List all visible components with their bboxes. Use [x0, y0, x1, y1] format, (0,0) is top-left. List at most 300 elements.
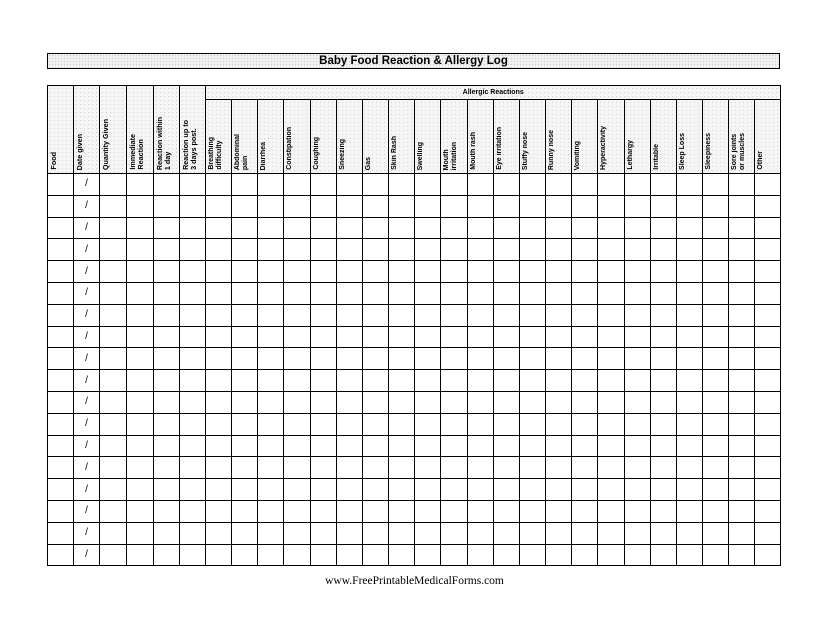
entry-cell[interactable] — [702, 282, 728, 304]
entry-cell[interactable] — [415, 370, 441, 392]
entry-cell[interactable] — [336, 500, 362, 522]
entry-cell[interactable] — [232, 413, 258, 435]
entry-cell[interactable] — [598, 195, 624, 217]
entry-cell[interactable] — [127, 304, 154, 326]
entry-cell[interactable] — [258, 282, 284, 304]
entry-cell[interactable] — [624, 217, 650, 239]
entry-cell[interactable] — [415, 217, 441, 239]
entry-cell[interactable] — [624, 479, 650, 501]
entry-cell[interactable] — [362, 413, 388, 435]
entry-cell[interactable] — [362, 282, 388, 304]
entry-cell[interactable] — [467, 326, 493, 348]
entry-cell[interactable] — [598, 304, 624, 326]
entry-cell[interactable] — [755, 544, 781, 566]
entry-cell[interactable] — [650, 326, 676, 348]
entry-cell[interactable] — [258, 261, 284, 283]
entry-cell[interactable] — [127, 413, 154, 435]
entry-cell[interactable] — [310, 522, 336, 544]
entry-cell[interactable] — [100, 326, 127, 348]
entry-cell[interactable] — [415, 435, 441, 457]
entry-cell[interactable] — [676, 370, 702, 392]
entry-cell[interactable] — [755, 348, 781, 370]
entry-cell[interactable] — [702, 326, 728, 348]
entry-cell[interactable] — [336, 261, 362, 283]
entry-cell[interactable] — [206, 304, 232, 326]
entry-cell[interactable] — [232, 522, 258, 544]
entry-cell[interactable] — [389, 217, 415, 239]
entry-cell[interactable] — [572, 304, 598, 326]
entry-cell[interactable] — [702, 348, 728, 370]
entry-cell[interactable] — [415, 195, 441, 217]
food-cell[interactable] — [48, 544, 74, 566]
entry-cell[interactable] — [362, 457, 388, 479]
entry-cell[interactable] — [154, 174, 180, 196]
entry-cell[interactable] — [676, 435, 702, 457]
entry-cell[interactable] — [100, 348, 127, 370]
entry-cell[interactable] — [729, 413, 755, 435]
entry-cell[interactable] — [362, 239, 388, 261]
entry-cell[interactable] — [180, 261, 206, 283]
entry-cell[interactable] — [650, 457, 676, 479]
entry-cell[interactable] — [467, 261, 493, 283]
entry-cell[interactable] — [624, 370, 650, 392]
entry-cell[interactable] — [755, 413, 781, 435]
entry-cell[interactable] — [127, 348, 154, 370]
entry-cell[interactable] — [572, 217, 598, 239]
entry-cell[interactable] — [127, 500, 154, 522]
entry-cell[interactable] — [389, 195, 415, 217]
entry-cell[interactable] — [100, 391, 127, 413]
entry-cell[interactable] — [572, 348, 598, 370]
entry-cell[interactable] — [362, 391, 388, 413]
footer-url[interactable]: www.FreePrintableMedicalForms.com — [325, 575, 504, 587]
food-cell[interactable] — [48, 217, 74, 239]
entry-cell[interactable] — [676, 479, 702, 501]
entry-cell[interactable] — [415, 304, 441, 326]
entry-cell[interactable] — [232, 500, 258, 522]
entry-cell[interactable] — [755, 457, 781, 479]
date-cell[interactable] — [74, 195, 100, 217]
entry-cell[interactable] — [232, 282, 258, 304]
entry-cell[interactable] — [519, 348, 545, 370]
entry-cell[interactable] — [519, 370, 545, 392]
entry-cell[interactable] — [702, 413, 728, 435]
entry-cell[interactable] — [284, 391, 310, 413]
entry-cell[interactable] — [702, 500, 728, 522]
entry-cell[interactable] — [702, 174, 728, 196]
entry-cell[interactable] — [154, 544, 180, 566]
entry-cell[interactable] — [415, 413, 441, 435]
entry-cell[interactable] — [441, 282, 467, 304]
entry-cell[interactable] — [572, 261, 598, 283]
entry-cell[interactable] — [598, 435, 624, 457]
entry-cell[interactable] — [755, 261, 781, 283]
entry-cell[interactable] — [755, 479, 781, 501]
entry-cell[interactable] — [650, 348, 676, 370]
date-cell[interactable] — [74, 261, 100, 283]
entry-cell[interactable] — [624, 391, 650, 413]
entry-cell[interactable] — [206, 195, 232, 217]
entry-cell[interactable] — [755, 304, 781, 326]
entry-cell[interactable] — [180, 457, 206, 479]
entry-cell[interactable] — [467, 391, 493, 413]
entry-cell[interactable] — [441, 435, 467, 457]
entry-cell[interactable] — [676, 239, 702, 261]
entry-cell[interactable] — [154, 304, 180, 326]
entry-cell[interactable] — [100, 435, 127, 457]
entry-cell[interactable] — [389, 413, 415, 435]
entry-cell[interactable] — [546, 217, 572, 239]
entry-cell[interactable] — [154, 370, 180, 392]
entry-cell[interactable] — [154, 348, 180, 370]
entry-cell[interactable] — [389, 348, 415, 370]
entry-cell[interactable] — [493, 282, 519, 304]
food-cell[interactable] — [48, 174, 74, 196]
entry-cell[interactable] — [598, 282, 624, 304]
food-cell[interactable] — [48, 522, 74, 544]
entry-cell[interactable] — [493, 413, 519, 435]
entry-cell[interactable] — [441, 348, 467, 370]
entry-cell[interactable] — [519, 500, 545, 522]
entry-cell[interactable] — [389, 174, 415, 196]
entry-cell[interactable] — [206, 348, 232, 370]
entry-cell[interactable] — [729, 304, 755, 326]
entry-cell[interactable] — [467, 457, 493, 479]
entry-cell[interactable] — [702, 435, 728, 457]
entry-cell[interactable] — [729, 500, 755, 522]
entry-cell[interactable] — [258, 457, 284, 479]
entry-cell[interactable] — [519, 435, 545, 457]
entry-cell[interactable] — [206, 217, 232, 239]
entry-cell[interactable] — [206, 174, 232, 196]
entry-cell[interactable] — [467, 282, 493, 304]
entry-cell[interactable] — [336, 457, 362, 479]
entry-cell[interactable] — [127, 370, 154, 392]
entry-cell[interactable] — [493, 479, 519, 501]
entry-cell[interactable] — [624, 195, 650, 217]
entry-cell[interactable] — [676, 391, 702, 413]
entry-cell[interactable] — [755, 174, 781, 196]
entry-cell[interactable] — [441, 391, 467, 413]
entry-cell[interactable] — [180, 413, 206, 435]
entry-cell[interactable] — [598, 522, 624, 544]
entry-cell[interactable] — [100, 195, 127, 217]
entry-cell[interactable] — [729, 391, 755, 413]
entry-cell[interactable] — [441, 457, 467, 479]
entry-cell[interactable] — [100, 413, 127, 435]
entry-cell[interactable] — [493, 195, 519, 217]
entry-cell[interactable] — [389, 326, 415, 348]
entry-cell[interactable] — [650, 522, 676, 544]
entry-cell[interactable] — [546, 457, 572, 479]
entry-cell[interactable] — [546, 479, 572, 501]
entry-cell[interactable] — [546, 282, 572, 304]
entry-cell[interactable] — [755, 217, 781, 239]
entry-cell[interactable] — [519, 544, 545, 566]
entry-cell[interactable] — [258, 370, 284, 392]
entry-cell[interactable] — [100, 500, 127, 522]
entry-cell[interactable] — [258, 479, 284, 501]
entry-cell[interactable] — [336, 544, 362, 566]
entry-cell[interactable] — [598, 239, 624, 261]
entry-cell[interactable] — [310, 348, 336, 370]
entry-cell[interactable] — [389, 544, 415, 566]
entry-cell[interactable] — [232, 479, 258, 501]
entry-cell[interactable] — [598, 544, 624, 566]
entry-cell[interactable] — [598, 326, 624, 348]
entry-cell[interactable] — [100, 370, 127, 392]
entry-cell[interactable] — [572, 391, 598, 413]
entry-cell[interactable] — [624, 261, 650, 283]
entry-cell[interactable] — [310, 261, 336, 283]
entry-cell[interactable] — [258, 239, 284, 261]
date-cell[interactable] — [74, 304, 100, 326]
entry-cell[interactable] — [154, 479, 180, 501]
entry-cell[interactable] — [624, 326, 650, 348]
entry-cell[interactable] — [572, 195, 598, 217]
date-cell[interactable] — [74, 239, 100, 261]
entry-cell[interactable] — [598, 174, 624, 196]
entry-cell[interactable] — [284, 239, 310, 261]
entry-cell[interactable] — [702, 261, 728, 283]
entry-cell[interactable] — [310, 217, 336, 239]
entry-cell[interactable] — [519, 326, 545, 348]
entry-cell[interactable] — [650, 391, 676, 413]
food-cell[interactable] — [48, 304, 74, 326]
entry-cell[interactable] — [624, 500, 650, 522]
entry-cell[interactable] — [154, 217, 180, 239]
entry-cell[interactable] — [519, 282, 545, 304]
entry-cell[interactable] — [415, 326, 441, 348]
entry-cell[interactable] — [127, 217, 154, 239]
entry-cell[interactable] — [258, 348, 284, 370]
entry-cell[interactable] — [624, 413, 650, 435]
entry-cell[interactable] — [310, 195, 336, 217]
entry-cell[interactable] — [258, 435, 284, 457]
entry-cell[interactable] — [441, 261, 467, 283]
entry-cell[interactable] — [415, 500, 441, 522]
food-cell[interactable] — [48, 326, 74, 348]
entry-cell[interactable] — [284, 174, 310, 196]
entry-cell[interactable] — [415, 282, 441, 304]
entry-cell[interactable] — [676, 457, 702, 479]
entry-cell[interactable] — [650, 239, 676, 261]
entry-cell[interactable] — [232, 217, 258, 239]
entry-cell[interactable] — [232, 239, 258, 261]
entry-cell[interactable] — [180, 435, 206, 457]
entry-cell[interactable] — [100, 239, 127, 261]
entry-cell[interactable] — [546, 435, 572, 457]
entry-cell[interactable] — [676, 174, 702, 196]
date-cell[interactable] — [74, 435, 100, 457]
entry-cell[interactable] — [650, 304, 676, 326]
entry-cell[interactable] — [127, 522, 154, 544]
entry-cell[interactable] — [702, 522, 728, 544]
entry-cell[interactable] — [493, 326, 519, 348]
entry-cell[interactable] — [415, 479, 441, 501]
entry-cell[interactable] — [415, 391, 441, 413]
food-cell[interactable] — [48, 479, 74, 501]
entry-cell[interactable] — [493, 370, 519, 392]
entry-cell[interactable] — [206, 479, 232, 501]
entry-cell[interactable] — [415, 457, 441, 479]
entry-cell[interactable] — [206, 261, 232, 283]
entry-cell[interactable] — [336, 282, 362, 304]
entry-cell[interactable] — [362, 174, 388, 196]
entry-cell[interactable] — [258, 195, 284, 217]
entry-cell[interactable] — [180, 304, 206, 326]
entry-cell[interactable] — [572, 544, 598, 566]
entry-cell[interactable] — [467, 370, 493, 392]
entry-cell[interactable] — [755, 370, 781, 392]
entry-cell[interactable] — [624, 239, 650, 261]
entry-cell[interactable] — [362, 370, 388, 392]
entry-cell[interactable] — [206, 326, 232, 348]
entry-cell[interactable] — [310, 391, 336, 413]
entry-cell[interactable] — [546, 500, 572, 522]
entry-cell[interactable] — [362, 261, 388, 283]
entry-cell[interactable] — [572, 282, 598, 304]
entry-cell[interactable] — [676, 304, 702, 326]
entry-cell[interactable] — [310, 304, 336, 326]
date-cell[interactable] — [74, 348, 100, 370]
entry-cell[interactable] — [206, 239, 232, 261]
entry-cell[interactable] — [676, 195, 702, 217]
food-cell[interactable] — [48, 239, 74, 261]
entry-cell[interactable] — [702, 544, 728, 566]
entry-cell[interactable] — [154, 391, 180, 413]
entry-cell[interactable] — [415, 174, 441, 196]
entry-cell[interactable] — [519, 261, 545, 283]
entry-cell[interactable] — [598, 348, 624, 370]
entry-cell[interactable] — [362, 217, 388, 239]
entry-cell[interactable] — [154, 239, 180, 261]
date-cell[interactable] — [74, 282, 100, 304]
entry-cell[interactable] — [154, 195, 180, 217]
food-cell[interactable] — [48, 195, 74, 217]
entry-cell[interactable] — [100, 522, 127, 544]
entry-cell[interactable] — [676, 217, 702, 239]
entry-cell[interactable] — [441, 174, 467, 196]
entry-cell[interactable] — [493, 261, 519, 283]
entry-cell[interactable] — [755, 391, 781, 413]
entry-cell[interactable] — [755, 500, 781, 522]
entry-cell[interactable] — [493, 174, 519, 196]
entry-cell[interactable] — [284, 457, 310, 479]
entry-cell[interactable] — [546, 195, 572, 217]
entry-cell[interactable] — [572, 413, 598, 435]
entry-cell[interactable] — [519, 217, 545, 239]
entry-cell[interactable] — [467, 413, 493, 435]
entry-cell[interactable] — [467, 239, 493, 261]
entry-cell[interactable] — [310, 413, 336, 435]
entry-cell[interactable] — [519, 479, 545, 501]
entry-cell[interactable] — [284, 413, 310, 435]
entry-cell[interactable] — [624, 348, 650, 370]
entry-cell[interactable] — [127, 174, 154, 196]
entry-cell[interactable] — [362, 500, 388, 522]
entry-cell[interactable] — [180, 326, 206, 348]
entry-cell[interactable] — [336, 435, 362, 457]
entry-cell[interactable] — [284, 435, 310, 457]
entry-cell[interactable] — [729, 479, 755, 501]
entry-cell[interactable] — [598, 217, 624, 239]
entry-cell[interactable] — [676, 544, 702, 566]
entry-cell[interactable] — [467, 174, 493, 196]
entry-cell[interactable] — [362, 435, 388, 457]
date-cell[interactable] — [74, 174, 100, 196]
date-cell[interactable] — [74, 479, 100, 501]
entry-cell[interactable] — [467, 217, 493, 239]
entry-cell[interactable] — [415, 544, 441, 566]
entry-cell[interactable] — [441, 326, 467, 348]
entry-cell[interactable] — [493, 457, 519, 479]
entry-cell[interactable] — [572, 479, 598, 501]
date-cell[interactable] — [74, 217, 100, 239]
entry-cell[interactable] — [650, 261, 676, 283]
entry-cell[interactable] — [206, 391, 232, 413]
entry-cell[interactable] — [572, 370, 598, 392]
entry-cell[interactable] — [572, 500, 598, 522]
entry-cell[interactable] — [389, 457, 415, 479]
entry-cell[interactable] — [154, 435, 180, 457]
entry-cell[interactable] — [258, 304, 284, 326]
entry-cell[interactable] — [154, 326, 180, 348]
entry-cell[interactable] — [729, 544, 755, 566]
entry-cell[interactable] — [362, 195, 388, 217]
entry-cell[interactable] — [336, 326, 362, 348]
entry-cell[interactable] — [650, 195, 676, 217]
entry-cell[interactable] — [493, 217, 519, 239]
entry-cell[interactable] — [415, 348, 441, 370]
entry-cell[interactable] — [755, 239, 781, 261]
entry-cell[interactable] — [206, 544, 232, 566]
entry-cell[interactable] — [729, 217, 755, 239]
food-cell[interactable] — [48, 435, 74, 457]
entry-cell[interactable] — [755, 522, 781, 544]
entry-cell[interactable] — [493, 304, 519, 326]
entry-cell[interactable] — [362, 326, 388, 348]
entry-cell[interactable] — [310, 457, 336, 479]
entry-cell[interactable] — [493, 435, 519, 457]
entry-cell[interactable] — [493, 544, 519, 566]
entry-cell[interactable] — [441, 304, 467, 326]
entry-cell[interactable] — [467, 544, 493, 566]
entry-cell[interactable] — [154, 413, 180, 435]
entry-cell[interactable] — [336, 348, 362, 370]
entry-cell[interactable] — [389, 370, 415, 392]
entry-cell[interactable] — [572, 239, 598, 261]
entry-cell[interactable] — [546, 326, 572, 348]
entry-cell[interactable] — [650, 544, 676, 566]
entry-cell[interactable] — [467, 348, 493, 370]
entry-cell[interactable] — [650, 174, 676, 196]
entry-cell[interactable] — [100, 544, 127, 566]
entry-cell[interactable] — [755, 435, 781, 457]
entry-cell[interactable] — [467, 500, 493, 522]
entry-cell[interactable] — [702, 370, 728, 392]
food-cell[interactable] — [48, 500, 74, 522]
date-cell[interactable] — [74, 370, 100, 392]
entry-cell[interactable] — [154, 522, 180, 544]
entry-cell[interactable] — [127, 195, 154, 217]
entry-cell[interactable] — [284, 544, 310, 566]
entry-cell[interactable] — [284, 195, 310, 217]
entry-cell[interactable] — [232, 174, 258, 196]
entry-cell[interactable] — [519, 391, 545, 413]
food-cell[interactable] — [48, 391, 74, 413]
entry-cell[interactable] — [598, 413, 624, 435]
